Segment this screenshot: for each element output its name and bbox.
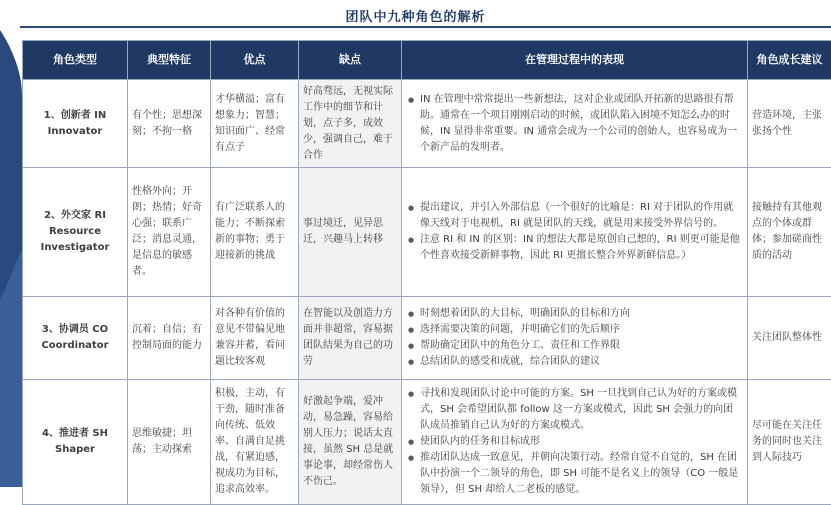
role-name-cn: 3、协调员 CO (27, 322, 123, 338)
traits-cell: 思维敏捷；坦荡；主动探索 (128, 380, 211, 505)
performance-item: ● 使团队内的任务和目标成形 (408, 434, 743, 450)
traits-cell: 有个性；思想深刻；不拘一格 (128, 80, 211, 168)
strengths-cell: 对各种有价值的意见不带偏见地兼容并蓄，看问题比较客观 (211, 297, 299, 380)
header-weaknesses: 缺点 (299, 41, 402, 80)
weaknesses-cell: 好高骛远，无视实际工作中的细节和计划，点子多，成效少，强调自己，难于合作 (299, 80, 402, 168)
header-role: 角色类型 (23, 41, 128, 80)
performance-cell (402, 297, 748, 380)
traits-cell: 沉着；自信；有控制局面的能力 (128, 297, 211, 380)
title-divider (20, 26, 831, 28)
table-header-row (23, 41, 831, 80)
performance-item: ● 时刻想着团队的大目标，明确团队的目标和方向 (408, 306, 743, 322)
weaknesses-cell: 事过境迁，见异思迁，兴趣马上转移 (299, 168, 402, 297)
role-cell (23, 168, 128, 297)
advice-cell: 营造环境，主张张扬个性 (748, 80, 831, 168)
performance-cell (402, 80, 748, 168)
weaknesses-cell: 好激起争端，爱冲动，易急躁，容易给别人压力；说话太直接，虽然 SH 总是就事论事，却经常伤人不伤己。 (299, 380, 402, 505)
page-title: 团队中九种角色的解析 (0, 6, 831, 25)
roles-table (22, 40, 831, 505)
header-traits: 典型特征 (128, 41, 211, 80)
strengths-cell: 积极，主动，有干劲，随时准备向传统、低效率、自满自足挑战，有紧迫感，视成功为目标，追求高效率。 (211, 380, 299, 505)
performance-item: ● IN 在管理中常常提出一些新想法，这对企业或团队开拓新的思路很有帮助。通常在一个项目刚刚启动的时候，或团队陷入困境不知怎么办的时候，IN 显得非常重要。IN 通常会成为一个公司的创始人，也容易成为一个新产品的发明者。 (408, 92, 743, 156)
role-cell (23, 380, 128, 505)
performance-item: ● 提出建议，并引入外部信息（一个很好的比喻是：RI 对于团队的作用就像天线对于电视机，RI 就是团队的天线，就是用来接受外界信号的。 (408, 200, 743, 232)
performance-item: ● 帮助确定团队中的角色分工、责任和工作界限 (408, 338, 743, 354)
advice-cell: 关注团队整体性 (748, 297, 831, 380)
role-name-en: Shaper (27, 442, 123, 458)
advice-cell: 接触持有其他观点的个体或群体；参加磋商性质的活动 (748, 168, 831, 297)
table-row (23, 380, 831, 505)
performance-item: ● 选择需要决策的问题，并明确它们的先后顺序 (408, 322, 743, 338)
role-name-cn: 2、外交家 RI (27, 208, 123, 224)
performance-cell (402, 380, 748, 505)
header-performance: 在管理过程中的表现 (402, 41, 748, 80)
performance-cell (402, 168, 748, 297)
performance-item: ● 寻找和发现团队讨论中可能的方案。SH 一旦找到自己认为好的方案或模式，SH 会希望团队都 follow 这一方案或模式，因此 SH 会强力的向团队成员推销自己认为好的方案或模式。 (408, 386, 743, 434)
table-row (23, 297, 831, 380)
table-row (23, 80, 831, 168)
weaknesses-cell: 在智能以及创造力方面并非超常，容易据团队结果为自己的功劳 (299, 297, 402, 380)
header-advice: 角色成长建议 (748, 41, 831, 80)
performance-item: ● 总结团队的感受和成就，综合团队的建议 (408, 354, 743, 370)
role-name-cn: 1、创新者 IN (27, 108, 123, 124)
role-name-en: Resource Investigator (27, 224, 123, 256)
role-name-cn: 4、推进者 SH (27, 426, 123, 442)
table-row (23, 168, 831, 297)
advice-cell: 尽可能在关注任务的同时也关注到人际技巧 (748, 380, 831, 505)
traits-cell: 性格外向；开朗；热情；好奇心强；联系广泛；消息灵通，是信息的敏感者。 (128, 168, 211, 297)
role-cell (23, 80, 128, 168)
role-cell (23, 297, 128, 380)
role-name-en: Innovator (27, 124, 123, 140)
performance-item: ● 注意 RI 和 IN 的区别：IN 的想法大都是原创自己想的，RI 则更可能是他个性喜欢接受新鲜事物，因此 RI 更擅长整合外界新鲜信息。） (408, 232, 743, 264)
role-name-en: Coordinator (27, 338, 123, 354)
strengths-cell: 有广泛联系人的能力；不断探索新的事物；勇于迎接新的挑战 (211, 168, 299, 297)
header-strengths: 优点 (211, 41, 299, 80)
strengths-cell: 才华横溢；富有想象力；智慧；知识面广、经常有点子 (211, 80, 299, 168)
performance-item: ● 推动团队达成一致意见，并朝向决策行动。经常自觉不自觉的，SH 在团队中扮演一个二领导的角色，即 SH 可能不是名义上的领导（CO 一般是领导），但 SH 却给人二老板的感觉。 (408, 450, 743, 498)
